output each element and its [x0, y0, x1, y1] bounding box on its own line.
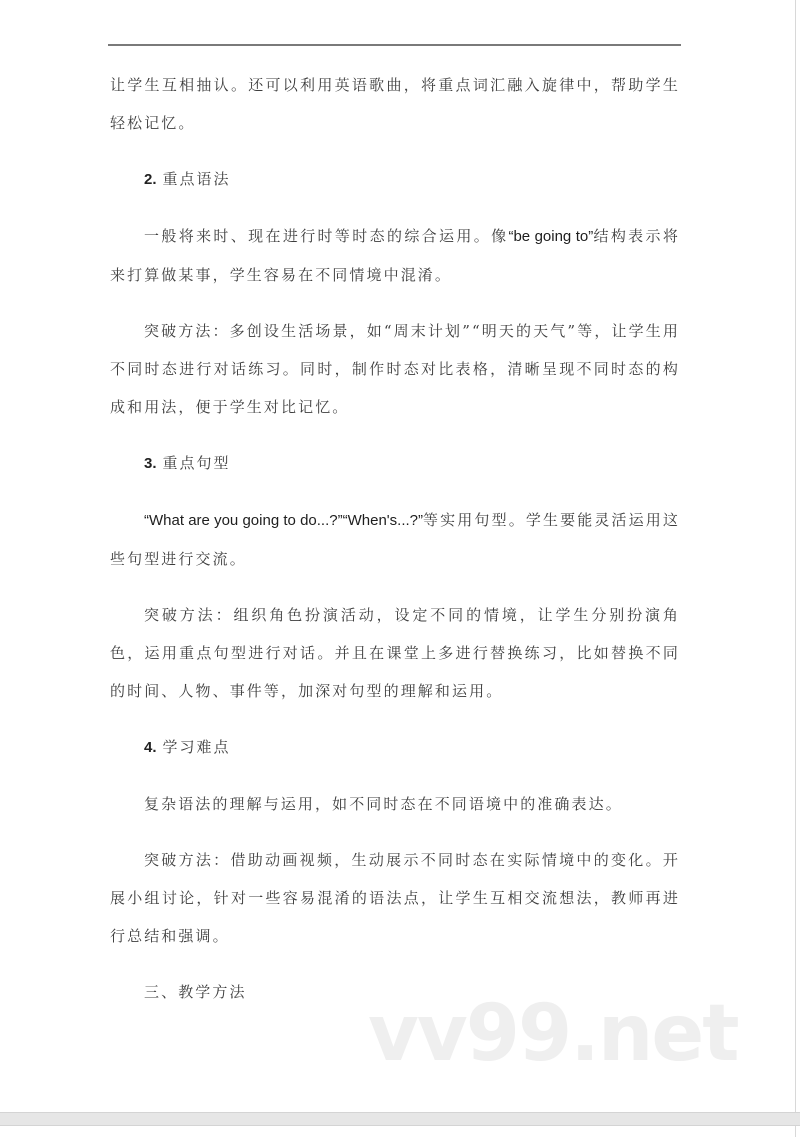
- paragraph-grammar-description: [110, 217, 680, 294]
- text-segment: 结构表示将来打算做某事，学生容易在不同情境中混淆。: [110, 227, 680, 284]
- heading-number: 3.: [144, 455, 157, 472]
- english-phrase: “What are you going to do...?”“When's...?”: [144, 512, 423, 529]
- paragraph-sentences-description: [110, 501, 680, 578]
- paragraph-sentences-method: 突破方法：组织角色扮演活动，设定不同的情境，让学生分别扮演角色，运用重点句型进行对话。并且在课堂上多进行替换练习，比如替换不同的时间、人物、事件等，加深对句型的理解和运用。: [110, 606, 680, 700]
- header-rule: [108, 44, 681, 46]
- text-segment: 一般将来时、现在进行时等时态的综合运用。像: [144, 227, 509, 245]
- heading-key-sentences: [110, 444, 680, 483]
- page-separator: [0, 1112, 800, 1126]
- text-segment: 等实用句型。学生要能灵活运用这些句型进行交流。: [110, 511, 680, 568]
- english-phrase: “be going to”: [508, 228, 594, 245]
- watermark: vv99.net: [368, 989, 738, 1079]
- paragraph-difficulty-method: 突破方法：借助动画视频，生动展示不同时态在实际情境中的变化。开展小组讨论，针对一些容易混淆的语法点，让学生互相交流想法，教师再进行总结和强调。: [110, 851, 680, 945]
- heading-number: 4.: [144, 739, 157, 756]
- section-heading-teaching-methods: 三、教学方法: [144, 983, 247, 1001]
- paragraph-vocab-continued: 让学生互相抽认。还可以利用英语歌曲，将重点词汇融入旋律中，帮助学生轻松记忆。: [110, 76, 680, 132]
- paragraph-difficulty-description: 复杂语法的理解与运用，如不同时态在不同语境中的准确表达。: [144, 795, 623, 813]
- heading-label: 重点句型: [162, 454, 231, 472]
- heading-label: 重点语法: [162, 170, 231, 188]
- heading-learning-difficulty: [110, 728, 680, 767]
- heading-label: 学习难点: [162, 738, 231, 756]
- next-page-top: [0, 1126, 796, 1137]
- heading-number: 2.: [144, 171, 157, 188]
- page-content: [110, 66, 680, 1029]
- paragraph-grammar-method: 突破方法：多创设生活场景，如“周末计划”“明天的天气”等，让学生用不同时态进行对话练习。同时，制作时态对比表格，清晰呈现不同时态的构成和用法，便于学生对比记忆。: [110, 322, 680, 416]
- heading-key-grammar: [110, 160, 680, 199]
